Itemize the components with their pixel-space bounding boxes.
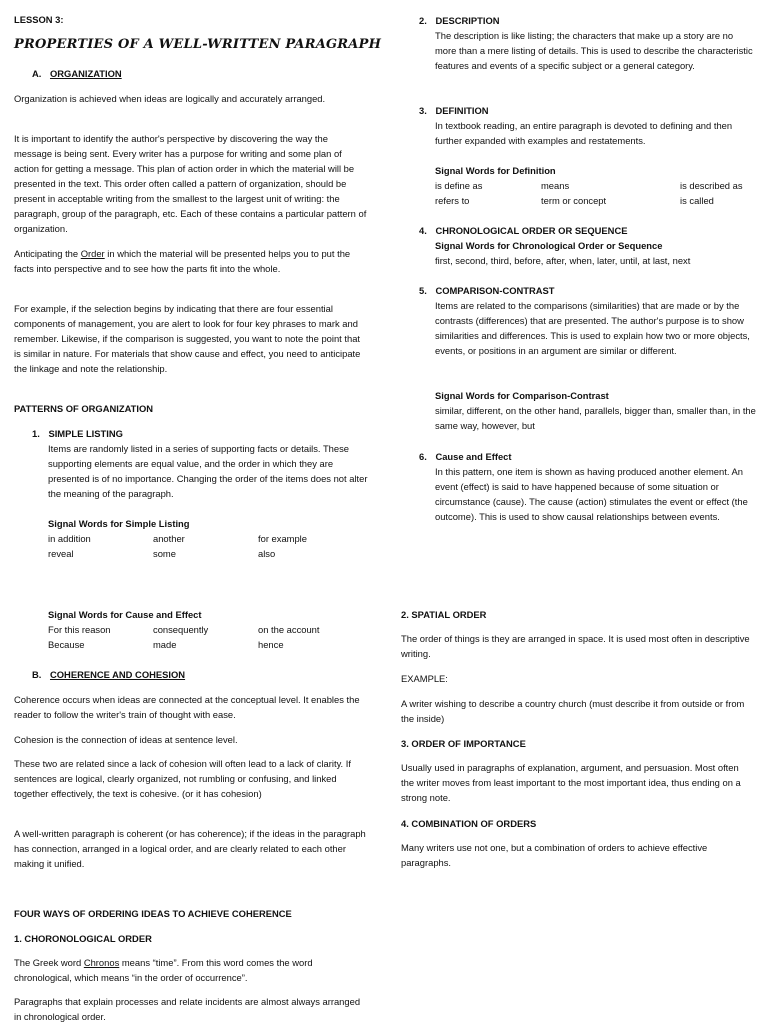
pattern-3-heading [419, 103, 489, 118]
example-text: A writer wishing to describe a country church (must describe it from outside or from the inside) [401, 698, 745, 724]
pattern-2-title: DESCRIPTION [435, 15, 500, 26]
chronological-signal-heading: Signal Words for Chronological Order or Sequence [435, 240, 663, 251]
pattern-5-heading [419, 283, 555, 298]
chronological-paragraph-2: Paragraphs that explain processes and relate incidents are almost always arranged in chronological order. [14, 996, 361, 1022]
simple-listing-signal-words [48, 531, 368, 561]
chronological-signal-words: first, second, third, before, after, when, later, until, at last, next [435, 255, 691, 266]
patterns-heading: PATTERNS OF ORGANIZATION [14, 403, 154, 414]
signal-word: another [153, 533, 185, 544]
pattern-2-text: The description is like listing; the characters that make up a story are no more than a mere listing of details. This is used to describe the characteristic features and events of a specific subject or a general category. [435, 30, 753, 71]
coherence-paragraph-2: Cohesion is the connection of ideas at sentence level. [14, 734, 238, 745]
signal-word: in addition [48, 533, 91, 544]
signal-word: means [541, 180, 570, 191]
coherence-paragraph-1: Coherence occurs when ideas are connected at the conceptual level. It enables the reader to follow the writer's train of thought with ease. [14, 694, 360, 720]
signal-word: on the account [258, 624, 320, 635]
spatial-order-heading: 2. SPATIAL ORDER [401, 609, 487, 620]
definition-signal-words [435, 178, 768, 208]
signal-word: made [153, 639, 177, 650]
pattern-2-heading [419, 13, 500, 28]
paragraph-3-end: in which the material will be presented helps you to put the facts into perspective and to see how the parts fit into the whole. [14, 248, 351, 274]
organization-paragraph-1: Organization is achieved when ideas are logically and accurately arranged. [14, 93, 326, 104]
pattern-5-title: COMPARISON-CONTRAST [435, 285, 555, 296]
pattern-4-number: 4. [419, 225, 427, 236]
coherence-paragraph-3: These two are related since a lack of cohesion will often lead to a lack of clarity. If sentences are logical, clearly organized, not rumbling or confusing, and linked together effectively, the text is cohesive. (or it has cohesion) [14, 758, 351, 799]
organization-paragraph-4: For example, if the selection begins by indicating that there are four essential components of management, you are alert to look for four key phrases to mark and remember. Likewise, if the comparison is suggested, you want to note the point that is similar in nature. For materials that show cause and effect, you need to anticipate the linkage and note the relationship. [14, 303, 361, 374]
pattern-4-title: CHRONOLOGICAL ORDER OR SEQUENCE [435, 225, 628, 236]
signal-word: some [153, 548, 176, 559]
section-a-title: ORGANIZATION [49, 68, 122, 79]
pattern-1-number: 1. [32, 428, 40, 439]
signal-word: also [258, 548, 276, 559]
pattern-5-text: Items are related to the comparisons (similarities) that are made or by the contrasts (differences) that are presented. The author's purpose is to show similarities and differences. This is used to explain how two or more objects, events, or positions in an argument are similar or different. [435, 300, 750, 356]
pattern-1-text: Items are randomly listed in a series of supporting facts or details. These supporting elements are equal value, and the order in which they are presented is of no importance. Changing the order of the items does not alter the meaning of the paragraph. [48, 443, 368, 499]
signal-word: is called [680, 195, 714, 206]
pattern-4-heading [419, 223, 627, 238]
chronological-paragraph-1 [14, 955, 364, 985]
chronos-text-end: means “time”. From this word comes the word chronological, which means “in the order of occurrence”. [14, 957, 313, 983]
pattern-2-number: 2. [419, 15, 427, 26]
section-a-letter: A. [32, 68, 42, 79]
signal-word: term or concept [541, 195, 607, 206]
page-title: PROPERTIES OF A WELL-WRITTEN PARAGRAPH [14, 37, 382, 52]
signal-word: refers to [435, 195, 470, 206]
pattern-5-number: 5. [419, 285, 427, 296]
pattern-1-heading [32, 426, 123, 441]
underlined-word-order: Order [80, 248, 105, 259]
section-b-title: COHERENCE AND COHESION [49, 669, 186, 680]
spatial-order-paragraph: The order of things is they are arranged in space. It is used most often in descriptive writing. [401, 633, 750, 659]
organization-paragraph-3 [14, 246, 364, 276]
signal-word: hence [258, 639, 284, 650]
comparison-signal-words: similar, different, on the other hand, parallels, bigger than, smaller than, in the same way, however, but [435, 405, 756, 431]
lesson-label: LESSON 3: [14, 14, 64, 25]
chronological-order-heading: 1. CHORONOLOGICAL ORDER [14, 933, 152, 944]
combination-of-orders-heading: 4. COMBINATION OF ORDERS [401, 818, 537, 829]
simple-listing-signal-heading: Signal Words for Simple Listing [48, 518, 190, 529]
signal-word: is define as [435, 180, 483, 191]
section-b-letter: B. [32, 669, 42, 680]
pattern-3-text: In textbook reading, an entire paragraph is devoted to defining and then further expanded with examples and restatements. [435, 120, 733, 146]
order-of-importance-heading: 3. ORDER OF IMPORTANCE [401, 738, 526, 749]
pattern-6-text: In this pattern, one item is shown as having produced another element. An event (effect) is said to have happened because of some situation or circumstance (cause). The cause (action) stimulates the event or effect (the outcome). This is used to show causal relationships between events. [435, 466, 748, 522]
pattern-6-title: Cause and Effect [435, 451, 512, 462]
signal-word: consequently [153, 624, 209, 635]
combination-of-orders-paragraph: Many writers use not one, but a combination of orders to achieve effective paragraphs. [401, 842, 708, 868]
paragraph-3-start: Anticipating the [14, 248, 81, 259]
chronos-text-start: The Greek word [14, 957, 84, 968]
order-of-importance-paragraph: Usually used in paragraphs of explanation, argument, and persuasion. Most often the writer moves from least important to the most important idea, thus ending on a strong note. [401, 762, 741, 803]
section-b-heading [32, 667, 185, 682]
signal-word: for example [258, 533, 307, 544]
pattern-6-number: 6. [419, 451, 427, 462]
cause-effect-signal-heading: Signal Words for Cause and Effect [48, 609, 202, 620]
example-label: EXAMPLE: [401, 673, 448, 684]
signal-word: is described as [680, 180, 743, 191]
section-a-heading [32, 66, 122, 81]
pattern-3-title: DEFINITION [435, 105, 489, 116]
pattern-1-title: SIMPLE LISTING [48, 428, 123, 439]
cause-effect-signal-words [48, 622, 368, 652]
coherence-paragraph-4: A well-written paragraph is coherent (or has coherence); if the ideas in the paragraph has connection, arranged in a logical order, and are clearly related to each other making it unified. [14, 828, 366, 869]
definition-signal-heading: Signal Words for Definition [435, 165, 556, 176]
signal-word: For this reason [48, 624, 111, 635]
pattern-3-number: 3. [419, 105, 427, 116]
four-ways-heading: FOUR WAYS OF ORDERING IDEAS TO ACHIEVE COHERENCE [14, 908, 292, 919]
comparison-signal-heading: Signal Words for Comparison-Contrast [435, 390, 609, 401]
underlined-word-chronos: Chronos [83, 957, 120, 968]
organization-paragraph-2: It is important to identify the author's perspective by discovering the way the message is being sent. Every writer has a purpose for writing and some plan of action for getting a message. This plan of action order in which the material will be presented in the text. This order often called a pattern of organization, should be present in acceptable writing from the smallest to the largest unit of writing: the paragraph, group of the paragraph, etc. Each of these contains a particular pattern of organization. [14, 133, 367, 234]
signal-word: Because [48, 639, 85, 650]
pattern-6-heading [419, 449, 512, 464]
signal-word: reveal [48, 548, 74, 559]
